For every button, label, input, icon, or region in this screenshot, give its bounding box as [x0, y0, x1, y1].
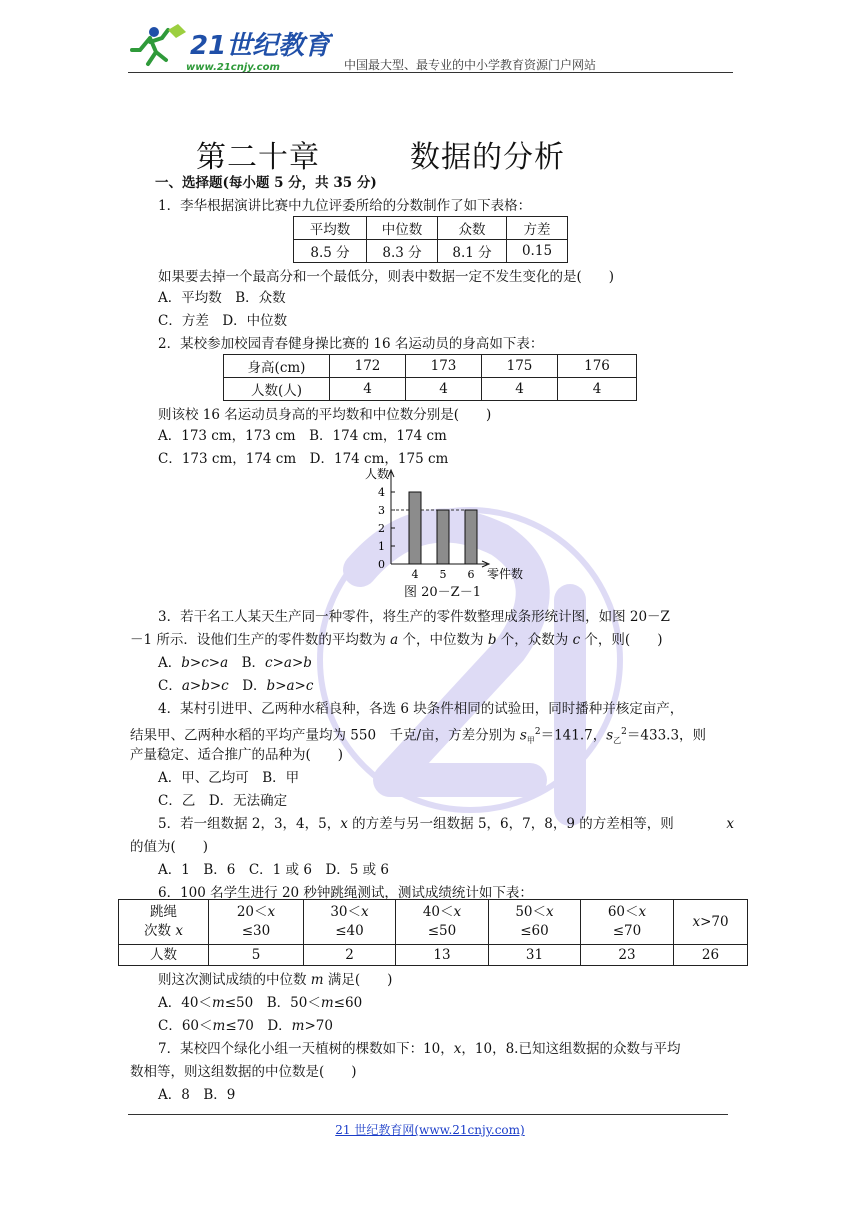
table-header-cell: 中位数	[367, 217, 438, 240]
variable-b: b	[487, 632, 497, 648]
variable-m: m	[211, 995, 225, 1011]
table-cell: 176	[558, 355, 637, 378]
runner-icon	[132, 24, 186, 64]
x-axis-label: 零件数	[487, 567, 524, 581]
table-row	[224, 355, 637, 378]
figure-caption: 图 20－Z－1	[404, 585, 481, 600]
table-cell: 8.1 分	[438, 240, 507, 263]
text: 则这次测试成绩的中位数	[158, 972, 311, 988]
option-label: B．50＜	[253, 995, 321, 1011]
text: 60＜	[607, 904, 639, 920]
text: ＝141.7，	[540, 727, 607, 744]
section-heading: 一、选择题(每小题 5 分，共 35 分)	[155, 175, 377, 191]
q6-table	[118, 899, 748, 966]
table-cell: 8.3 分	[367, 240, 438, 263]
y-tick-label: 0	[378, 558, 385, 571]
table-header-cell	[396, 900, 489, 945]
logo-url-text: www.21cnjy.com	[186, 62, 280, 73]
table-cell: 173	[406, 355, 482, 378]
q7-line2: 数相等，则这组数据的中位数是( )	[130, 1064, 357, 1080]
table-row	[119, 945, 748, 966]
text: 40＜	[422, 904, 454, 920]
text: 20＜	[236, 904, 268, 920]
q5-line2: 的值为( )	[130, 839, 209, 855]
y-tick-label: 2	[378, 522, 385, 535]
table-header-cell	[119, 900, 209, 945]
bar	[409, 492, 421, 564]
q3-options-cd	[158, 677, 313, 695]
variable-x: x	[361, 904, 369, 920]
superscript: 2	[534, 727, 541, 737]
subscript: 甲	[526, 736, 535, 746]
text: ≤60	[333, 995, 363, 1011]
q1-question: 如果要去掉一个最高分和一个最低分，则表中数据一定不发生变化的是( )	[158, 269, 615, 285]
bar-chart	[355, 468, 535, 583]
bar	[465, 510, 477, 564]
text: ≤50	[224, 995, 254, 1011]
table-cell: 13	[396, 945, 489, 966]
table-cell: 0.15	[507, 240, 568, 263]
q4-line3: 产量稳定、适合推广的品种为( )	[130, 747, 344, 763]
text: －1 所示．设他们生产的零件数的平均数为	[130, 632, 391, 648]
page-title	[196, 132, 565, 176]
superscript: 2	[621, 727, 627, 737]
table-cell: 4	[482, 378, 558, 401]
table-cell: 31	[489, 945, 581, 966]
q5-line1	[158, 815, 734, 833]
text: ≤60	[520, 923, 549, 939]
logo-text: 21世纪教育	[190, 31, 331, 61]
text: 的方差与另一组数据 5，6，7，8，9 的方差相等，则	[347, 816, 674, 832]
variable-m: m	[320, 995, 334, 1011]
variable-s: s	[606, 727, 614, 744]
table-cell: 8.5 分	[294, 240, 367, 263]
text: 个，则( )	[580, 632, 663, 648]
table-header-cell: 平均数	[294, 217, 367, 240]
variable-a: a	[390, 632, 399, 648]
q1-stem: 1．李华根据演讲比赛中九位评委所给的分数制作了如下表格：	[158, 198, 532, 214]
bar	[437, 510, 449, 564]
variable-s: s	[519, 727, 527, 744]
table-cell: 4	[406, 378, 482, 401]
text: 跳绳	[150, 904, 177, 920]
variable-m: m	[212, 1018, 226, 1034]
q3-options-ab	[158, 654, 312, 672]
subscript: 乙	[613, 736, 622, 746]
table-header-cell: 人数	[119, 945, 209, 966]
table-cell: 4	[330, 378, 406, 401]
table-header-cell: 人数(人)	[224, 378, 330, 401]
y-axis-label: 人数	[365, 468, 390, 481]
q2-table	[223, 354, 637, 401]
variable-x: x	[692, 913, 701, 930]
text: 个，众数为	[496, 632, 573, 648]
variable-m: m	[291, 1018, 305, 1034]
option-label: D．	[253, 1018, 292, 1034]
text: 个，中位数为	[398, 632, 488, 648]
text: 7．某校四个绿化小组一天植树的棵数如下：10，	[158, 1041, 454, 1057]
table-row	[294, 240, 568, 263]
q6-stem: 6．100 名学生进行 20 秒钟跳绳测试，测试成绩统计如下表：	[158, 885, 533, 901]
q7-line1	[158, 1040, 680, 1058]
table-row	[224, 378, 637, 401]
text: ，10，8.已知这组数据的众数与平均	[461, 1041, 681, 1057]
table-header-cell	[304, 900, 396, 945]
option-value: c>a>b	[265, 655, 312, 671]
text: ≤70	[612, 923, 642, 939]
table-header-cell: 众数	[438, 217, 507, 240]
q2-options-ab: A．173 cm，173 cm B．174 cm，174 cm	[158, 428, 447, 444]
table-header-cell	[489, 900, 581, 945]
q5-options: A．1 B．6 C．1 或 6 D．5 或 6	[158, 862, 390, 878]
footer-link[interactable]: 21 世纪教育网(www.21cnjy.com)	[335, 1123, 525, 1137]
chapter-name: 数据的分析	[410, 140, 565, 175]
text: 次数	[144, 923, 176, 939]
q6-question	[158, 971, 392, 989]
q2-stem: 2．某校参加校园青春健身操比赛的 16 名运动员的身高如下表：	[158, 336, 544, 352]
text: 结果甲、乙两种水稻的平均产量均为 550 千克/亩，方差分别为	[130, 727, 520, 744]
table-header-cell	[581, 900, 674, 945]
chapter-number: 第二十章	[196, 140, 320, 175]
text: >70	[304, 1018, 333, 1034]
table-row	[294, 217, 568, 240]
table-cell: 26	[674, 945, 748, 966]
y-tick-label: 3	[378, 504, 385, 517]
q6-options-ab	[158, 994, 362, 1012]
option-value: b>c>a	[181, 655, 229, 671]
variable-x: x	[453, 1041, 462, 1057]
text: ＝433.3，则	[626, 727, 707, 744]
option-label: A．	[158, 655, 182, 671]
q3-line2	[130, 631, 662, 649]
footer-rule	[128, 1114, 728, 1115]
text: 30＜	[330, 904, 362, 920]
table-cell: 4	[558, 378, 637, 401]
option-label: C．60＜	[158, 1018, 213, 1034]
y-tick-label: 4	[378, 486, 385, 499]
q1-options-cd: C．方差 D．中位数	[158, 313, 288, 329]
q7-options: A．8 B．9	[158, 1087, 236, 1103]
variable-x: x	[726, 816, 734, 832]
text: 5．若一组数据 2，3，4，5，	[158, 816, 341, 832]
q3-line1: 3．若干名工人某天生产同一种零件，将生产的零件数整理成条形统计图，如图 20－Z	[158, 609, 670, 625]
variable-m: m	[310, 972, 324, 988]
table-cell: 2	[304, 945, 396, 966]
y-tick-label: 1	[378, 540, 385, 553]
table-cell: 172	[330, 355, 406, 378]
q2-options-cd: C．173 cm，174 cm D．174 cm，175 cm	[158, 451, 449, 467]
q4-line1: 4．某村引进甲、乙两种水稻良种，各选 6 块条件相同的试验田，同时播种并核定亩产，	[158, 701, 684, 717]
text: 50＜	[515, 904, 547, 920]
variable-x: x	[267, 904, 276, 920]
option-value: a>b>c	[181, 678, 229, 694]
site-slogan: 中国最大型、最专业的中小学教育资源门户网站	[344, 58, 597, 72]
option-label: A．40＜	[158, 995, 212, 1011]
variable-x: x	[638, 904, 647, 920]
x-tick-label: 5	[439, 568, 447, 581]
site-logo	[128, 20, 333, 74]
option-label: D．	[228, 678, 267, 694]
q4-options-ab: A．甲、乙均可 B．甲	[158, 770, 300, 786]
table-cell: 5	[209, 945, 304, 966]
text: ≤50	[427, 923, 457, 939]
q1-table	[293, 216, 568, 263]
table-header-cell	[674, 900, 748, 945]
header-rule	[128, 72, 733, 73]
variable-x: x	[453, 904, 462, 920]
q2-question: 则该校 16 名运动员身高的平均数和中位数分别是( )	[158, 407, 492, 423]
variable-x: x	[175, 923, 183, 939]
text: ≤40	[335, 923, 364, 939]
table-cell: 23	[581, 945, 674, 966]
text: ≤70	[225, 1018, 254, 1034]
table-row	[119, 900, 748, 945]
text: ≤30	[241, 923, 271, 939]
q1-options-ab: A．平均数 B．众数	[158, 290, 286, 306]
x-tick-label: 6	[467, 568, 475, 581]
variable-x: x	[546, 904, 554, 920]
text: >70	[700, 913, 729, 930]
table-cell: 175	[482, 355, 558, 378]
variable-x: x	[340, 816, 348, 832]
table-header-cell	[209, 900, 304, 945]
q4-options-cd: C．乙 D．无法确定	[158, 793, 288, 809]
table-header-cell: 方差	[507, 217, 568, 240]
variable-c: c	[572, 632, 581, 648]
q6-options-cd	[158, 1017, 333, 1035]
option-value: b>a>c	[266, 678, 314, 694]
option-label: B．	[228, 655, 266, 671]
x-tick-label: 4	[411, 568, 419, 581]
option-label: C．	[158, 678, 182, 694]
text: 满足( )	[323, 972, 393, 988]
table-header-cell: 身高(cm)	[224, 355, 330, 378]
